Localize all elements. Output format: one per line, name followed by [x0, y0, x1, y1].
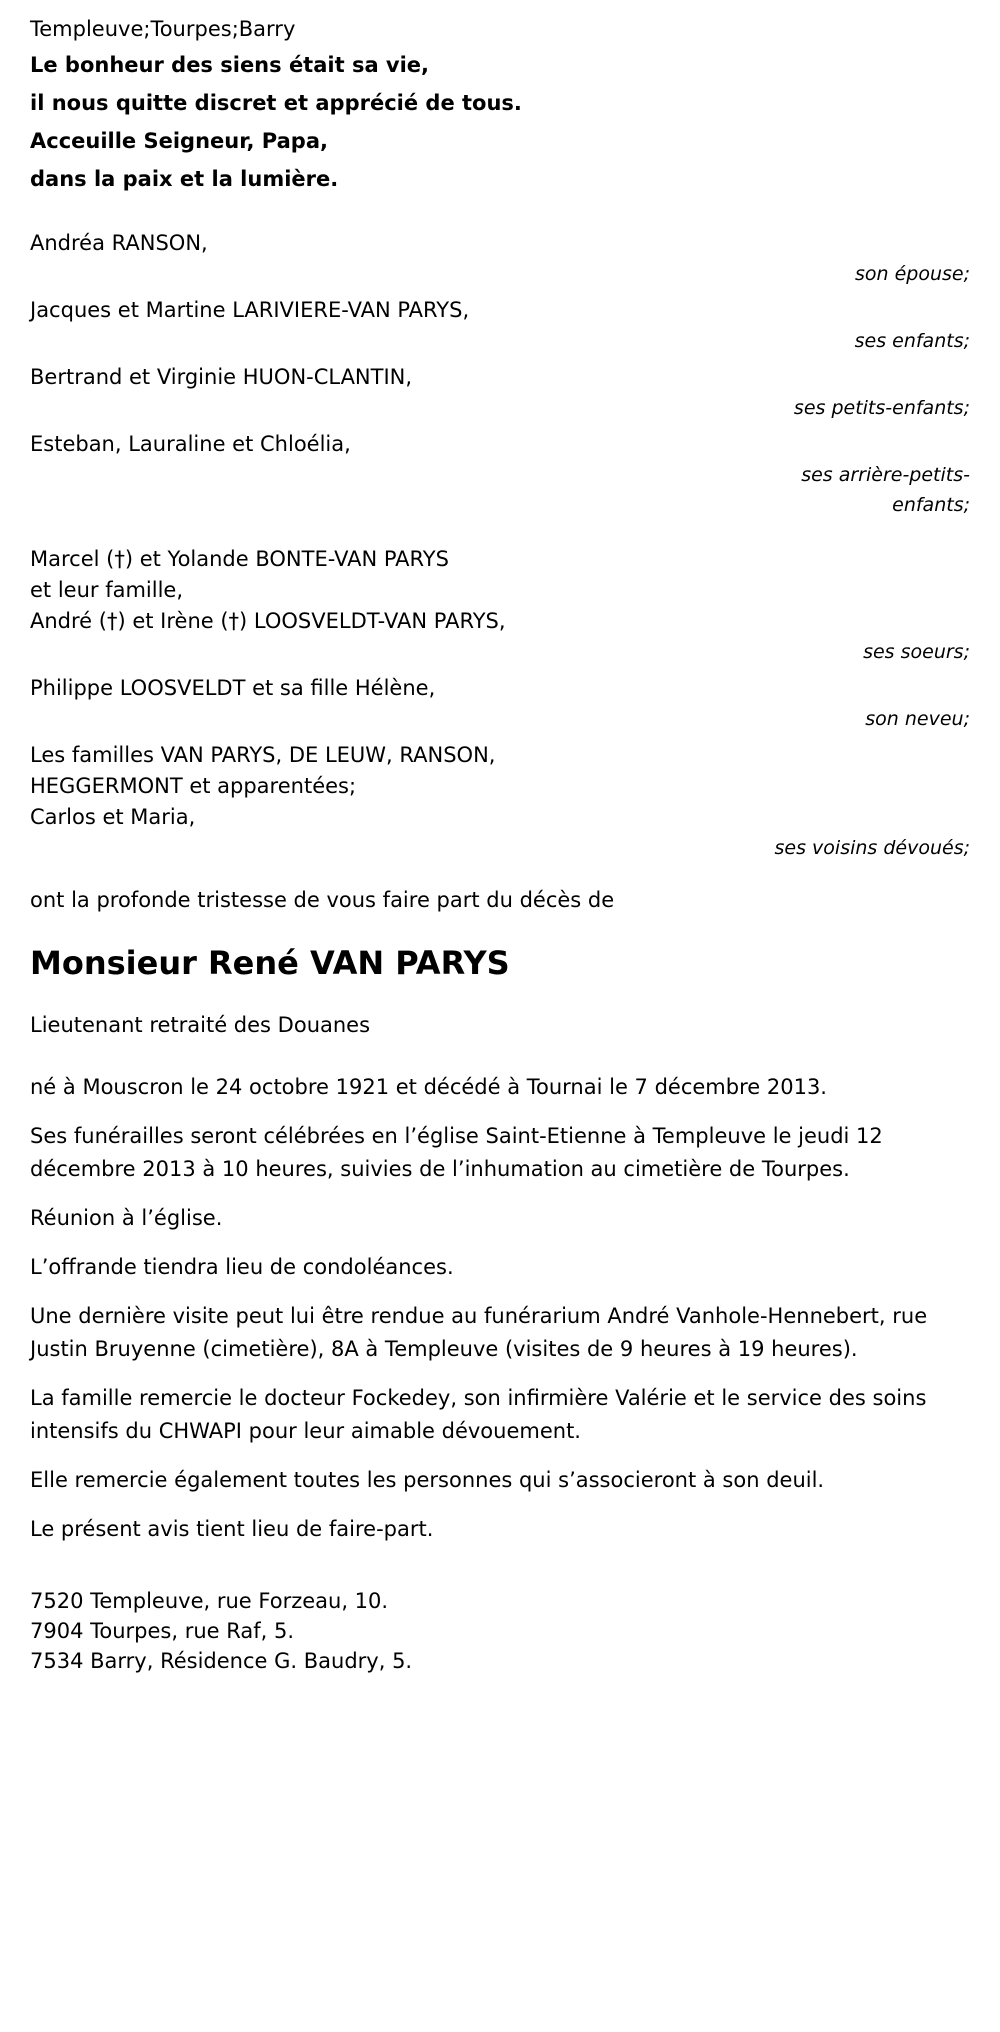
notice-paragraph: Elle remercie également toutes les personnes qui s’associeront à son deuil. [30, 1468, 825, 1492]
family-entry [30, 295, 970, 356]
deceased-profession: Lieutenant retraité des Douanes [30, 1013, 371, 1037]
family-entry [30, 544, 970, 667]
locations-header: Templeuve;Tourpes;Barry [30, 17, 296, 41]
family-names: Philippe LOOSVELDT et sa fille Hélène, [30, 676, 436, 700]
family-names: Les familles VAN PARYS, DE LEUW, RANSON, HEGGERMONT et apparentées; Carlos et Maria, [30, 743, 496, 829]
memorial-poem [30, 46, 970, 198]
family-relation: ses soeurs; [863, 641, 970, 663]
family-entry [30, 228, 970, 289]
family-relation: son neveu; [865, 708, 970, 730]
family-relation: ses enfants; [854, 330, 970, 352]
address-line: 7904 Tourpes, rue Raf, 5. [30, 1619, 295, 1643]
notice-paragraph: Le présent avis tient lieu de faire-part. [30, 1517, 434, 1541]
notice-paragraph: né à Mouscron le 24 octobre 1921 et décédé à Tournai le 7 décembre 2013. [30, 1075, 827, 1099]
notice-paragraph: Une dernière visite peut lui être rendue au funérarium André Vanhole-Hennebert, rue Justin Bruyenne (cimetière), 8A à Templeuve (visites de 9 heures à 19 heures). [30, 1304, 928, 1361]
family-names: Jacques et Martine LARIVIERE-VAN PARYS, [30, 298, 470, 322]
family-names: Bertrand et Virginie HUON-CLANTIN, [30, 365, 413, 389]
notice-paragraph: La famille remercie le docteur Fockedey, son infirmière Valérie et le service des soins intensifs du CHWAPI pour leur aimable dévouement. [30, 1386, 927, 1443]
notice-details [30, 1071, 970, 1546]
family-entry [30, 429, 970, 520]
family-relation: ses petits-enfants; [793, 397, 970, 419]
notice-paragraph: Ses funérailles seront célébrées en l’église Saint-Etienne à Templeuve le jeudi 12 décembre 2013 à 10 heures, suivies de l’inhumation au cimetière de Tourpes. [30, 1124, 883, 1181]
poem-line: il nous quitte discret et apprécié de tous. [30, 91, 522, 115]
family-names: Esteban, Lauraline et Chloélia, [30, 432, 351, 456]
family-relation: son épouse; [854, 263, 970, 285]
family-entry [30, 362, 970, 423]
notice-paragraph: Réunion à l’église. [30, 1206, 223, 1230]
family-relation: ses voisins dévoués; [774, 837, 970, 859]
poem-line: dans la paix et la lumière. [30, 167, 339, 191]
family-entry [30, 740, 970, 863]
deceased-name: Monsieur René VAN PARYS [30, 944, 510, 982]
family-names: Marcel (†) et Yolande BONTE-VAN PARYS et leur famille, André (†) et Irène (†) LOOSVELDT-VAN PARYS, [30, 547, 506, 633]
address-line: 7534 Barry, Résidence G. Baudry, 5. [30, 1649, 413, 1673]
family-relation: ses arrière-petits- enfants; [801, 464, 970, 516]
family-entry [30, 673, 970, 734]
announcement-intro: ont la profonde tristesse de vous faire part du décès de [30, 888, 615, 912]
notice-paragraph: L’offrande tiendra lieu de condoléances. [30, 1255, 454, 1279]
family-list [30, 228, 970, 863]
family-spacer [30, 526, 970, 544]
address-list [30, 1586, 970, 1676]
poem-line: Acceuille Seigneur, Papa, [30, 129, 328, 153]
address-line: 7520 Templeuve, rue Forzeau, 10. [30, 1589, 389, 1613]
family-names: Andréa RANSON, [30, 231, 208, 255]
poem-line: Le bonheur des siens était sa vie, [30, 53, 430, 77]
